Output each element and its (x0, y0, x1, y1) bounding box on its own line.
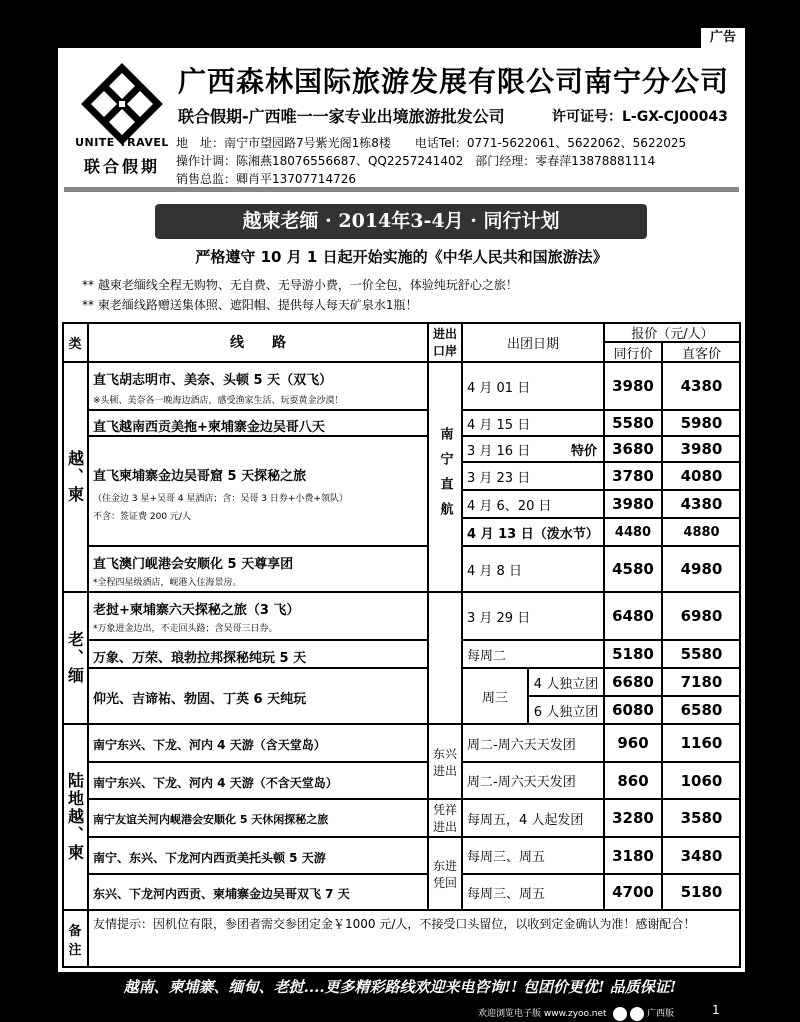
port-dx-px-label: 东进凭回 (432, 858, 457, 890)
logo-english: UNITE TRAVEL (75, 136, 169, 149)
direct-price: 1160 (662, 724, 741, 762)
route-sub: *万象进金边出，不走回头路；含吴哥三日券。 (93, 624, 278, 634)
port-pingxiang-label: 凭祥进出 (432, 803, 457, 834)
direct-price: 1060 (662, 762, 741, 799)
route-title: 南宁东兴、下龙、河内 4 天游（不含天堂岛） (93, 776, 338, 790)
note-2: ** 柬老缅线路赠送集体照、遮阳帽、提供每人每天矿泉水1瓶！ (82, 298, 418, 312)
special-price-tag: 特价 (570, 443, 597, 459)
date-cell: 4 人独立团 (528, 668, 604, 696)
route-title: 万象、万荣、琅勃拉邦探秘纯玩 5 天 (93, 651, 307, 666)
company-slogan: 联合假期-广西唯一一家专业出境旅游批发公司 (178, 107, 505, 126)
peer-price: 4700 (604, 874, 662, 910)
header-peer-price: 同行价 (604, 342, 662, 362)
direct-price: 7180 (662, 668, 741, 696)
category-vn-label: 越、柬 (65, 450, 85, 504)
category-land-label: 陆地越、柬 (65, 772, 85, 862)
direct-price: 6980 (662, 592, 741, 640)
peer-price: 3180 (604, 837, 662, 874)
category-vietnam-cambodia (62, 362, 88, 592)
route-title: 直飞越南西贡美拖+柬埔寨金边吴哥八天 (93, 420, 325, 435)
law-notice: 严格遵守 10 月 1 日起开始实施的《中华人民共和国旅游法》 (195, 248, 608, 266)
logo-chinese: 联合假期 (83, 157, 160, 176)
route-title: 直飞胡志明市、美奈、头顿 5 天（双飞） (93, 373, 333, 388)
header-category: 类 (62, 322, 88, 362)
header-divider (64, 187, 739, 192)
peer-price: 5580 (604, 410, 662, 436)
date-cell (462, 436, 604, 462)
peer-price: 960 (604, 724, 662, 762)
weekly-wed: 周三 (462, 668, 528, 724)
route-cell (88, 640, 428, 668)
route-cell (88, 799, 428, 837)
date-cell: 4 月 8 日 (462, 546, 604, 592)
brand-logo-icon (630, 1007, 644, 1021)
peer-price: 3780 (604, 462, 662, 490)
direct-price: 3580 (662, 799, 741, 837)
direct-price: 4880 (662, 518, 741, 546)
note-1: ** 越柬老缅线全程无购物、无自费、无导游小费，一价全包，体验纯玩舒心之旅！ (82, 278, 518, 292)
direct-price: 6580 (662, 696, 741, 724)
route-cell (88, 724, 428, 762)
footer-brand: 广西版 (647, 1009, 675, 1019)
route-sub: *全程四星级酒店，岘港入住海景房。 (93, 578, 242, 588)
route-cell (88, 837, 428, 874)
date-cell: 4 月 15 日 (462, 410, 604, 436)
date-cell: 每周三、周五 (462, 837, 604, 874)
license-number: 许可证号：L-GX-CJ00043 (552, 109, 728, 125)
peer-price: 6480 (604, 592, 662, 640)
peer-price: 3280 (604, 799, 662, 837)
route-sub: （住金边 3 星+吴哥 4 星酒店；含：吴哥 3 日券+小费+领队） (93, 494, 348, 504)
port-dongxing-label: 东兴进出 (432, 746, 457, 778)
date-cell: 周二-周六天天发团 (462, 762, 604, 799)
route-cell (88, 592, 428, 640)
direct-price: 3480 (662, 837, 741, 874)
route-cell (88, 668, 428, 724)
route-cell (88, 874, 428, 910)
direct-price: 4080 (662, 462, 741, 490)
direct-price: 5580 (662, 640, 741, 668)
category-laos-myanmar (62, 592, 88, 724)
peer-price: 3980 (604, 362, 662, 410)
route-title: 南宁东兴、下龙、河内 4 天游（含天堂岛） (93, 738, 326, 752)
direct-price: 4380 (662, 362, 741, 410)
plan-banner: 越柬老缅 · 2014年3-4月 · 同行计划 (155, 204, 647, 239)
brand-logo-icon (613, 1007, 627, 1021)
date-cell: 周二-周六天天发团 (462, 724, 604, 762)
route-title: 南宁、东兴、下龙河内西贡美托头顿 5 天游 (93, 851, 326, 865)
address-line: 地 址：南宁市望园路7号紫光阁1栋8楼 电话Tel：0771-5622061、5622062、5622025 (176, 136, 687, 150)
footer-web-text: 欢迎浏览电子版 www.zyoo.net (478, 1009, 607, 1019)
category-lm-label: 老、缅 (65, 631, 85, 685)
peer-price: 860 (604, 762, 662, 799)
route-cell (88, 762, 428, 799)
peer-price: 6680 (604, 668, 662, 696)
port-nanning-label: 南宁直航 (437, 427, 453, 527)
remark-label: 备注 (62, 910, 88, 968)
direct-price: 4980 (662, 546, 741, 592)
date-cell: 4 月 6、20 日 (462, 490, 604, 518)
contact-line: 操作计调：陈湘燕18076556687、QQ2257241402 部门经理：零春萍13878881114 (176, 154, 656, 168)
port-laos-blank (428, 592, 462, 724)
port-dongxing (428, 724, 462, 799)
peer-price: 3680 (604, 436, 662, 462)
port-pingxiang (428, 799, 462, 837)
header-route: 线 路 (88, 322, 428, 362)
route-title: 仰光、吉谛祐、勃固、丁英 6 天纯玩 (93, 692, 307, 707)
route-sub: ※头顿、美奈各一晚海边酒店，感受渔家生活、玩耍黄金沙漠！ (93, 396, 344, 406)
direct-price: 4380 (662, 490, 741, 518)
date-cell: 每周三、周五 (462, 874, 604, 910)
footer-slogan: 越南、柬埔寨、缅甸、老挝....更多精彩路线欢迎来电咨询!! 包团价更优! 品质保证! (123, 978, 677, 996)
route-title: 直飞澳门岘港会安顺化 5 天尊享团 (93, 557, 294, 572)
company-name: 广西森林国际旅游发展有限公司南宁分公司 (178, 65, 730, 98)
date-cell: 4 月 13 日（泼水节） (462, 518, 604, 546)
peer-price: 4480 (604, 518, 662, 546)
direct-price: 5180 (662, 874, 741, 910)
route-title: 老挝+柬埔寨六天探秘之旅（3 飞） (93, 603, 300, 618)
route-cell (88, 410, 428, 436)
sales-line: 销售总监：卿肖平13707714726 (176, 172, 356, 186)
peer-price: 5180 (604, 640, 662, 668)
peer-price: 4580 (604, 546, 662, 592)
peer-price: 3980 (604, 490, 662, 518)
route-sub: 不含：签证费 200 元/人 (93, 512, 191, 522)
date-cell: 6 人独立团 (528, 696, 604, 724)
page-number: 1 (712, 1003, 720, 1017)
category-land (62, 724, 88, 910)
route-title: 直飞柬埔寨金边吴哥窟 5 天探秘之旅 (93, 469, 307, 484)
route-title: 南宁友谊关河内岘港会安顺化 5 天休闲探秘之旅 (93, 813, 329, 826)
date-text: 3 月 16 日 (467, 443, 531, 459)
port-dongxing-pingxiang (428, 837, 462, 910)
route-cell (88, 546, 428, 592)
date-cell: 3 月 23 日 (462, 462, 604, 490)
port-nanning (428, 362, 462, 592)
ad-tag: 广告 (701, 28, 745, 48)
header-direct-price: 直客价 (662, 342, 741, 362)
peer-price: 6080 (604, 696, 662, 724)
date-cell: 每周二 (462, 640, 604, 668)
header-price: 报价（元/人） (604, 322, 741, 342)
date-cell: 每周五，4 人起发团 (462, 799, 604, 837)
route-title: 东兴、下龙河内西贡、柬埔寨金边吴哥双飞 7 天 (93, 887, 350, 901)
flyer-page (58, 48, 745, 972)
direct-price: 5980 (662, 410, 741, 436)
footer-web[interactable] (478, 1006, 674, 1021)
date-cell: 4 月 01 日 (462, 362, 604, 410)
header-date: 出团日期 (462, 322, 604, 362)
direct-price: 3980 (662, 436, 741, 462)
route-cell (88, 362, 428, 410)
header-port: 进出口岸 (428, 322, 462, 362)
date-cell: 3 月 29 日 (462, 592, 604, 640)
remark-text: 友情提示：因机位有限，参团者需交参团定金￥1000 元/人，不接受口头留位，以收到定金确认为准！感谢配合！ (88, 910, 741, 968)
route-cell (88, 436, 428, 546)
